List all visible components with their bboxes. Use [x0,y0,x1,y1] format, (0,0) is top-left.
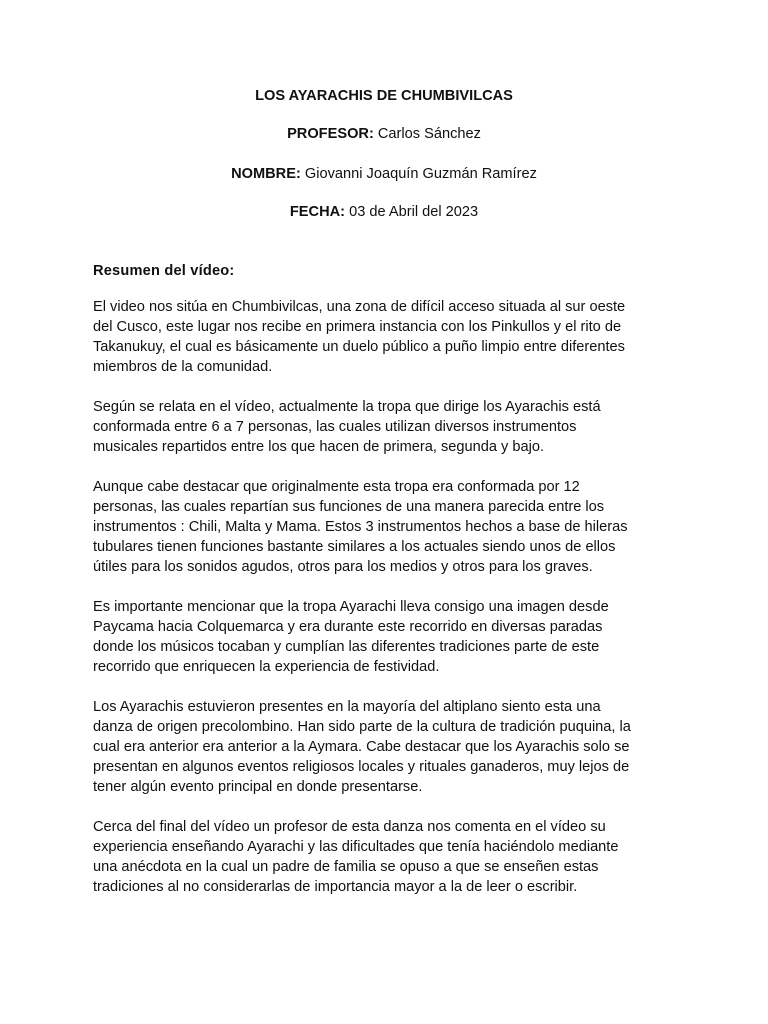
paragraph-line: El video nos sitúa en Chumbivilcas, una zona de difícil acceso situada al sur oeste [93,299,626,315]
paragraph-line: útiles para los sonidos agudos, otros para los medios y otros para los graves. [93,559,593,575]
paragraph-line: tener algún evento principal en donde presentarse. [93,779,423,795]
date-label: FECHA: [289,204,346,220]
paragraph-line: instrumentos : Chili, Malta y Mama. Estos 3 instrumentos hechos a base de hileras [93,519,628,535]
summary-paragraph [93,297,693,377]
paragraph-line: Cerca del final del vídeo un profesor de esta danza nos comenta en el vídeo su [93,819,606,835]
paragraph-line: Los Ayarachis estuvieron presentes en la mayoría del altiplano siento esta una [93,699,601,715]
section-heading: Resumen del vídeo: [93,263,235,279]
paragraph-line: una anécdota en la cual un padre de familia se opuso a que se enseñen estas [93,859,599,875]
document-title: LOS AYARACHIS DE CHUMBIVILCAS [255,88,513,104]
student-line [0,164,768,184]
paragraph-line: Paycama hacia Colquemarca y era durante este recorrido en diversas paradas [93,619,603,635]
paragraph-line: tubulares tienen funciones bastante similares a los actuales siendo unos de ellos [93,539,616,555]
paragraph-line: donde los músicos tocaban y cumplían las diferentes tradiciones parte de este [93,639,600,655]
paragraph-line: musicales repartidos entre los que hacen de primera, segunda y bajo. [93,439,545,455]
paragraph-line: personas, las cuales repartían sus funciones de una manera parecida entre los [93,499,605,515]
paragraph-line: cual era anterior era anterior a la Aymara. Cabe destacar que los Ayarachis solo se [93,739,630,755]
paragraph-line: recorrido que enriquecen la experiencia de festividad. [93,659,440,675]
paragraph-line: tradiciones al no considerarlas de importancia mayor a la de leer o escribir. [93,879,578,895]
paragraph-line: Es importante mencionar que la tropa Ayarachi lleva consigo una imagen desde [93,599,609,615]
paragraph-line: presentan en algunos eventos religiosos locales y rituales ganaderos, muy lejos de [93,759,630,775]
summary-paragraph [93,597,693,677]
paragraph-line: miembros de la comunidad. [93,359,273,375]
summary-paragraph [93,817,693,897]
summary-body [93,297,693,917]
date-value: 03 de Abril del 2023 [349,204,479,220]
summary-paragraph [93,477,693,577]
paragraph-line: conformada entre 6 a 7 personas, las cuales utilizan diversos instrumentos [93,419,577,435]
professor-name: Carlos Sánchez [377,126,481,142]
professor-label: PROFESOR: [287,126,374,142]
paragraph-line: Según se relata en el vídeo, actualmente la tropa que dirige los Ayarachis está [93,399,601,415]
summary-paragraph [93,397,693,457]
paragraph-line: danza de origen precolombino. Han sido parte de la cultura de tradición puquina, la [93,719,631,735]
date-line [0,202,768,222]
professor-line [0,124,768,144]
paragraph-line: experiencia enseñando Ayarachi y las dificultades que tenía haciéndolo mediante [93,839,619,855]
summary-paragraph [93,697,693,797]
paragraph-line: del Cusco, este lugar nos recibe en primera instancia con los Pinkullos y el rito de [93,319,622,335]
paragraph-line: Aunque cabe destacar que originalmente esta tropa era conformada por 12 [93,479,580,495]
student-name: Giovanni Joaquín Guzmán Ramírez [304,166,537,182]
paragraph-line: Takanukuy, el cual es básicamente un duelo público a puño limpio entre diferentes [93,339,625,355]
student-label: NOMBRE: [231,166,301,182]
